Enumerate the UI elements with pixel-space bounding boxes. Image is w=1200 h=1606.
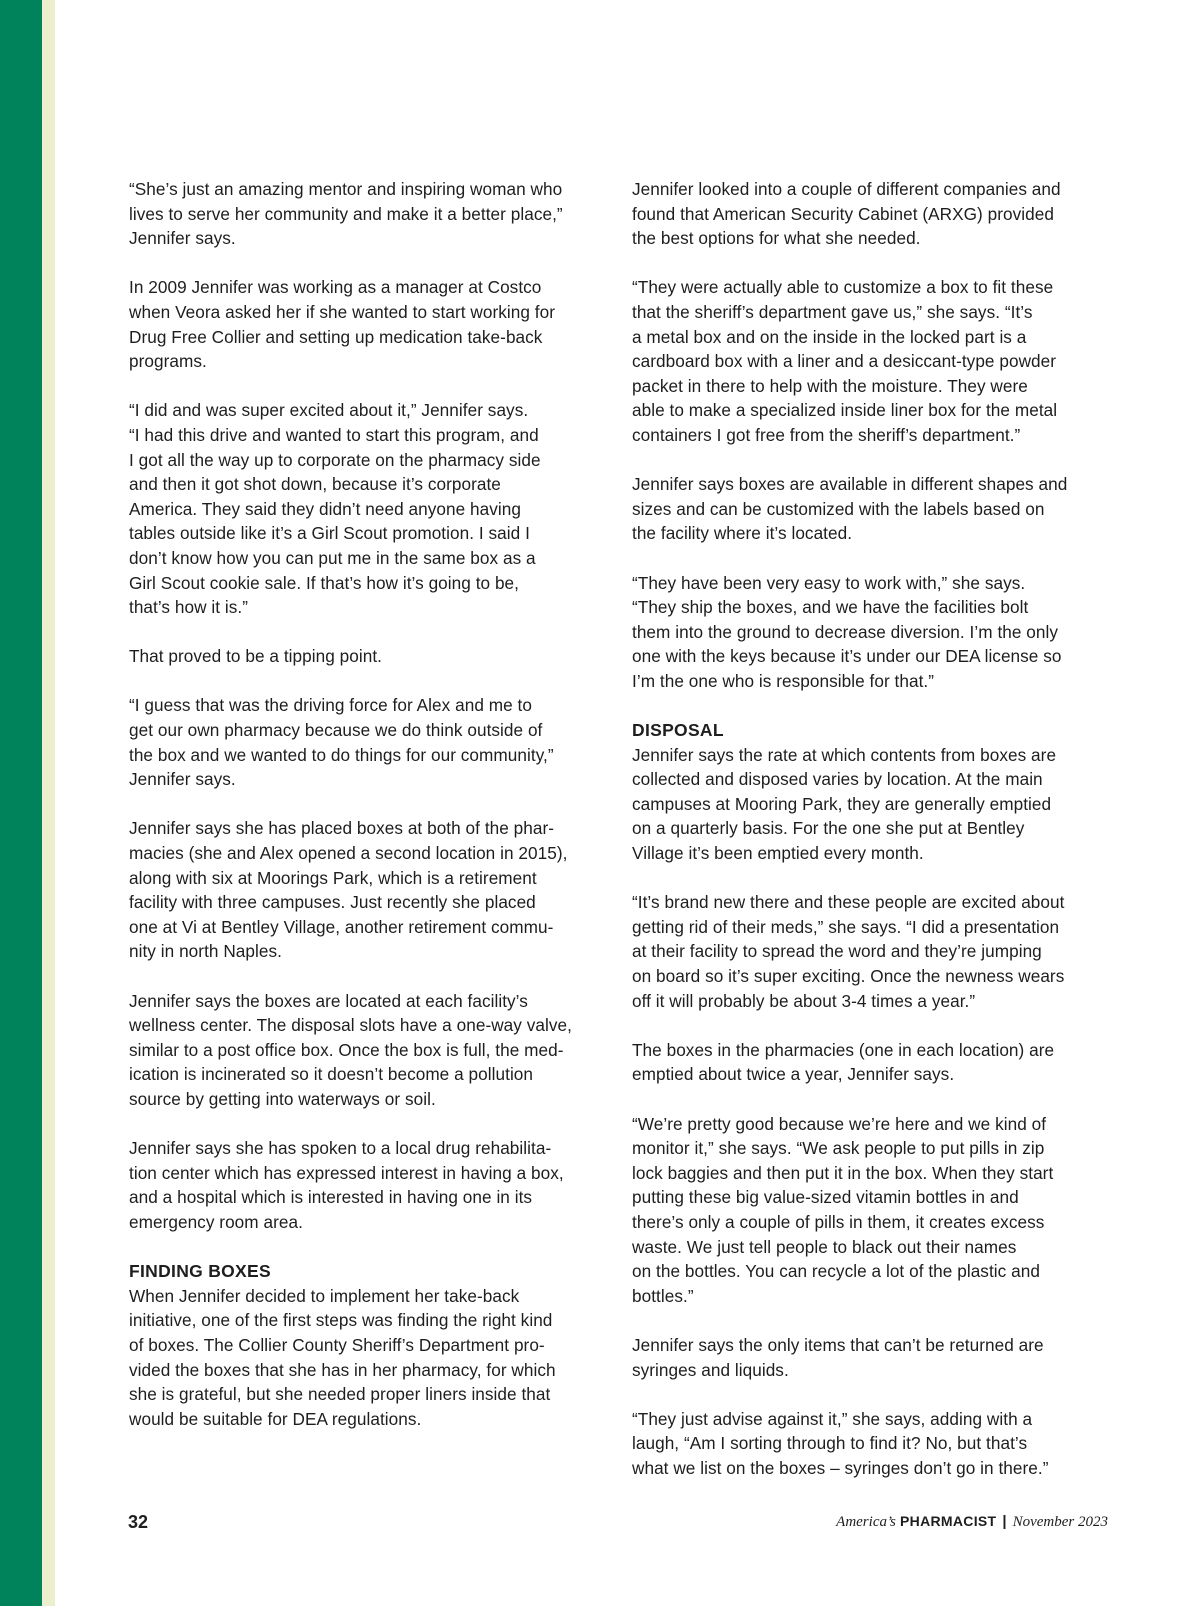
paragraph-line: sizes and can be customized with the labels based on	[632, 498, 1045, 519]
paragraph-line: monitor it,” she says. “We ask people to put pills in zip	[632, 1138, 1045, 1159]
paragraph-line: packet in there to help with the moisture. They were	[632, 375, 1028, 396]
paragraph-line: putting these big value-sized vitamin bottles in and	[632, 1187, 1019, 1208]
article-column-left	[129, 177, 619, 1431]
paragraph-gap	[632, 546, 1120, 571]
paragraph-line: source by getting into waterways or soil.	[129, 1088, 436, 1109]
article-paragraph	[129, 398, 619, 619]
paragraph-line: Jennifer says she has spoken to a local drug rehabilita-	[129, 1138, 552, 1159]
paragraph-line: found that American Security Cabinet (ARXG) provided	[632, 203, 1054, 224]
paragraph-line: macies (she and Alex opened a second location in 2015),	[129, 843, 568, 864]
paragraph-line: Drug Free Collier and setting up medication take-back	[129, 326, 543, 347]
paragraph-line: In 2009 Jennifer was working as a manager at Costco	[129, 277, 542, 298]
paragraph-line: I got all the way up to corporate on the pharmacy side	[129, 449, 541, 470]
article-paragraph	[129, 989, 619, 1112]
paragraph-gap	[129, 251, 619, 276]
article-paragraph	[632, 890, 1120, 1013]
article-paragraph	[632, 1038, 1120, 1087]
paragraph-line: I’m the one who is responsible for that.”	[632, 670, 935, 691]
paragraph-line: The boxes in the pharmacies (one in each location) are	[632, 1039, 1055, 1060]
article-paragraph	[129, 1284, 619, 1432]
paragraph-gap	[632, 1087, 1120, 1112]
paragraph-gap	[632, 448, 1120, 473]
paragraph-gap	[129, 374, 619, 399]
paragraph-line: along with six at Moorings Park, which is a retirement	[129, 867, 537, 888]
paragraph-line: tion center which has expressed interest in having a box,	[129, 1162, 564, 1183]
article-paragraph	[632, 1407, 1120, 1481]
paragraph-line: get our own pharmacy because we do think outside of	[129, 720, 543, 741]
paragraph-line: she is grateful, but she needed proper liners inside that	[129, 1384, 551, 1405]
paragraph-line: when Veora asked her if she wanted to start working for	[129, 301, 555, 322]
paragraph-line: “They were actually able to customize a box to fit these	[632, 277, 1054, 298]
paragraph-line: on the bottles. You can recycle a lot of the plastic and	[632, 1261, 1040, 1282]
paragraph-line: “It’s brand new there and these people are excited about	[632, 892, 1065, 913]
article-paragraph	[632, 571, 1120, 694]
paragraph-line: a metal box and on the inside in the locked part is a	[632, 326, 1027, 347]
paragraph-gap	[129, 1235, 619, 1260]
article-paragraph	[129, 816, 619, 964]
paragraph-line: ication is incinerated so it doesn’t become a pollution	[129, 1064, 534, 1085]
paragraph-line: Jennifer says the rate at which contents from boxes are	[632, 744, 1057, 765]
paragraph-gap	[632, 1308, 1120, 1333]
paragraph-line: syringes and liquids.	[632, 1359, 789, 1380]
paragraph-gap	[129, 964, 619, 989]
paragraph-line: the facility where it’s located.	[632, 523, 853, 544]
paragraph-line: wellness center. The disposal slots have a one-way valve,	[129, 1015, 572, 1036]
section-heading: FINDING BOXES	[129, 1261, 271, 1282]
paragraph-line: Jennifer says.	[129, 228, 236, 249]
paragraph-gap	[632, 1013, 1120, 1038]
margin-stripe-cream	[42, 0, 55, 1606]
paragraph-line: initiative, one of the first steps was finding the right kind	[129, 1310, 553, 1331]
paragraph-line: and then it got shot down, because it’s corporate	[129, 474, 501, 495]
paragraph-line: the box and we wanted to do things for our community,”	[129, 744, 554, 765]
paragraph-line: the best options for what she needed.	[632, 228, 921, 249]
paragraph-line: Jennifer says the only items that can’t be returned are	[632, 1334, 1044, 1355]
magazine-footer	[836, 1513, 1108, 1531]
paragraph-gap	[632, 866, 1120, 891]
paragraph-line: “We’re pretty good because we’re here and we kind of	[632, 1113, 1047, 1134]
paragraph-line: “She’s just an amazing mentor and inspiring woman who	[129, 179, 563, 199]
page-number: 32	[128, 1512, 149, 1532]
article-paragraph	[632, 743, 1120, 866]
article-paragraph	[129, 177, 619, 251]
paragraph-line: lock baggies and then put it in the box. When they start	[632, 1162, 1054, 1183]
paragraph-line: and a hospital which is interested in having one in its	[129, 1187, 533, 1208]
paragraph-line: Jennifer says.	[129, 769, 236, 790]
paragraph-line: “They just advise against it,” she says, adding with a	[632, 1408, 1033, 1429]
article-paragraph	[632, 1112, 1120, 1309]
paragraph-gap	[632, 693, 1120, 718]
paragraph-line: Jennifer says boxes are available in different shapes and	[632, 474, 1068, 495]
paragraph-gap	[129, 1112, 619, 1137]
paragraph-line: off it will probably be about 3-4 times a year.”	[632, 990, 976, 1011]
paragraph-line: bottles.”	[632, 1285, 694, 1306]
paragraph-line: programs.	[129, 351, 207, 372]
article-paragraph	[129, 1136, 619, 1234]
paragraph-line: “I had this drive and wanted to start this program, and	[129, 424, 539, 445]
paragraph-line: When Jennifer decided to implement her take-back	[129, 1285, 520, 1306]
paragraph-line: containers I got free from the sheriff’s department.”	[632, 424, 1021, 445]
paragraph-line: “They have been very easy to work with,” she says.	[632, 572, 1026, 593]
paragraph-line: facility with three campuses. Just recently she placed	[129, 892, 536, 913]
paragraph-line: one with the keys because it’s under our DEA license so	[632, 646, 1062, 667]
paragraph-line: Village it’s been emptied every month.	[632, 843, 924, 864]
paragraph-line: lives to serve her community and make it a better place,”	[129, 203, 563, 224]
paragraph-line: similar to a post office box. Once the box is full, the med-	[129, 1039, 564, 1060]
paragraph-line: one at Vi at Bentley Village, another retirement commu-	[129, 916, 554, 937]
paragraph-gap	[632, 1382, 1120, 1407]
article-paragraph	[129, 644, 619, 669]
paragraph-line: them into the ground to decrease diversion. I’m the only	[632, 621, 1059, 642]
margin-stripe-green	[0, 0, 42, 1606]
article-paragraph	[632, 472, 1120, 546]
paragraph-line: Jennifer says she has placed boxes at both of the phar-	[129, 818, 555, 839]
paragraph-line: cardboard box with a liner and a desiccant-type powder	[632, 351, 1057, 372]
paragraph-line: getting rid of their meds,” she says. “I did a presentation	[632, 916, 1060, 937]
paragraph-line: emptied about twice a year, Jennifer says.	[632, 1064, 955, 1085]
paragraph-line: on board so it’s super exciting. Once the newness wears	[632, 966, 1065, 986]
paragraph-line: That proved to be a tipping point.	[129, 646, 382, 667]
paragraph-line: Jennifer looked into a couple of different companies and	[632, 179, 1061, 199]
paragraph-line: there’s only a couple of pills in them, it creates excess	[632, 1211, 1045, 1232]
paragraph-line: laugh, “Am I sorting through to find it? No, but that’s	[632, 1433, 1028, 1454]
paragraph-line: Jennifer says the boxes are located at each facility’s	[129, 990, 528, 1011]
paragraph-line: America. They said they didn’t need anyone having	[129, 498, 521, 519]
paragraph-line: on a quarterly basis. For the one she put at Bentley	[632, 818, 1025, 839]
paragraph-line: would be suitable for DEA regulations.	[129, 1408, 422, 1429]
paragraph-line: don’t know how you can put me in the same box as a	[129, 547, 536, 568]
paragraph-line: collected and disposed varies by location. At the main	[632, 769, 1043, 790]
paragraph-line: “I guess that was the driving force for Alex and me to	[129, 695, 532, 716]
issue-date: November 2023	[1012, 1514, 1108, 1530]
paragraph-line: Girl Scout cookie sale. If that’s how it’s going to be,	[129, 572, 519, 593]
section-heading: DISPOSAL	[632, 720, 724, 741]
paragraph-line: emergency room area.	[129, 1211, 303, 1232]
magazine-title-name: PHARMACIST	[900, 1513, 997, 1529]
article-paragraph	[632, 275, 1120, 447]
paragraph-gap	[129, 669, 619, 694]
article-paragraph	[632, 177, 1120, 251]
paragraph-gap	[129, 620, 619, 645]
article-paragraph	[129, 693, 619, 791]
paragraph-line: at their facility to spread the word and they’re jumping	[632, 941, 1042, 962]
paragraph-line: “They ship the boxes, and we have the facilities bolt	[632, 597, 1029, 618]
paragraph-gap	[632, 251, 1120, 276]
paragraph-line: campuses at Mooring Park, they are generally emptied	[632, 793, 1052, 814]
paragraph-line: tables outside like it’s a Girl Scout promotion. I said I	[129, 523, 530, 544]
paragraph-line: what we list on the boxes – syringes don’t go in there.”	[632, 1457, 1049, 1478]
article-paragraph	[632, 1333, 1120, 1382]
paragraph-line: waste. We just tell people to black out their names	[632, 1236, 1017, 1257]
article-column-right	[632, 177, 1120, 1480]
paragraph-line: that’s how it is.”	[129, 597, 249, 618]
paragraph-line: of boxes. The Collier County Sheriff’s Department pro-	[129, 1334, 545, 1355]
footer-separator: |	[1002, 1513, 1007, 1530]
magazine-title-prefix: America’s	[836, 1514, 896, 1530]
paragraph-line: “I did and was super excited about it,” Jennifer says.	[129, 400, 529, 421]
paragraph-line: nity in north Naples.	[129, 941, 282, 962]
paragraph-line: able to make a specialized inside liner box for the metal	[632, 400, 1058, 421]
paragraph-line: vided the boxes that she has in her pharmacy, for which	[129, 1359, 556, 1380]
paragraph-gap	[129, 792, 619, 817]
article-paragraph	[129, 275, 619, 373]
paragraph-line: that the sheriff’s department gave us,” she says. “It’s	[632, 301, 1033, 322]
